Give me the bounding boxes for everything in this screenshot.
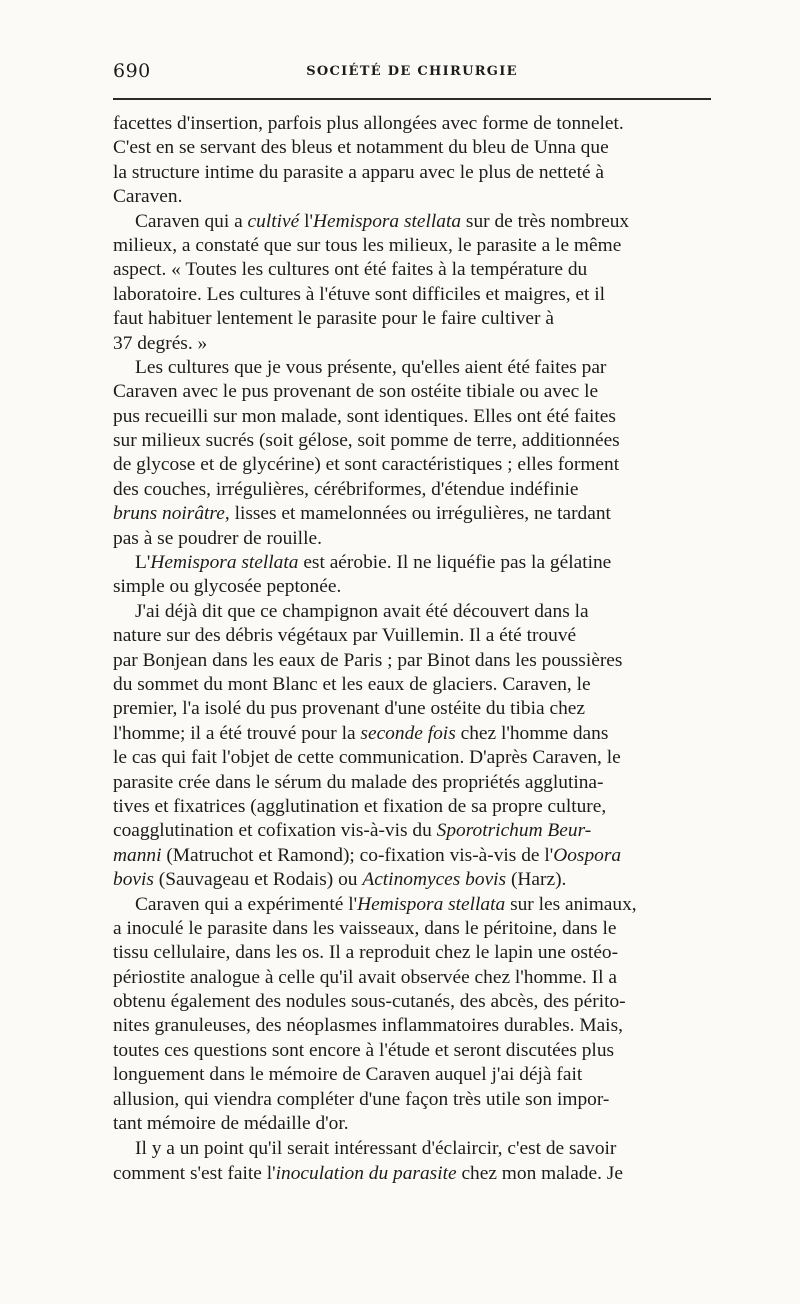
- text-line: pus recueilli sur mon malade, sont identiques. Elles ont été faites: [113, 405, 616, 427]
- text-line: des couches, irrégulières, cérébriformes, d'étendue indéfinie: [113, 478, 579, 500]
- italic-text: inoculation du parasite: [275, 1162, 457, 1184]
- species-name: Hemispora stellata: [150, 552, 299, 574]
- text-line: milieux, a constaté que sur tous les milieux, le parasite a le même: [113, 234, 622, 256]
- text-line: nites granuleuses, des néoplasmes inflammatoires durables. Mais,: [113, 1015, 623, 1037]
- text-line: bovis (Sauvageau et Rodais) ou Actinomyces bovis (Harz).: [113, 869, 567, 891]
- text-line: du sommet du mont Blanc et les eaux de glaciers. Caraven, le: [113, 673, 591, 695]
- text-line: faut habituer lentement le parasite pour le faire cultiver à: [113, 308, 554, 330]
- text-line: laboratoire. Les cultures à l'étuve sont difficiles et maigres, et il: [113, 283, 606, 305]
- running-head: SOCIÉTÉ DE CHIRURGIE: [306, 64, 518, 79]
- text-line: Caraven.: [113, 186, 183, 208]
- species-name: Actinomyces bovis: [362, 869, 507, 891]
- text-line: Caraven avec le pus provenant de son ostéite tibiale ou avec le: [113, 381, 599, 403]
- text-line: C'est en se servant des bleus et notamment du bleu de Unna que: [113, 137, 609, 159]
- text-line: l'homme; il a été trouvé pour la seconde fois chez l'homme dans: [113, 722, 609, 744]
- paragraph-start-line: L'Hemispora stellata est aérobie. Il ne liquéfie pas la gélatine: [135, 552, 612, 574]
- text-line: nature sur des débris végétaux par Vuillemin. Il a été trouvé: [113, 625, 577, 647]
- text-line: a inoculé le parasite dans les vaisseaux, dans le péritoine, dans le: [113, 917, 617, 939]
- species-name: Sporotrichum Beur-: [436, 820, 592, 842]
- text-line: obtenu également des nodules sous-cutanés, des abcès, des périto-: [113, 991, 626, 1013]
- paragraph-start-line: Caraven qui a expérimenté l'Hemispora stellata sur les animaux,: [135, 893, 637, 915]
- body-text: [113, 112, 711, 1186]
- text-line: facettes d'insertion, parfois plus allongées avec forme de tonnelet.: [113, 113, 624, 134]
- text-line: aspect. « Toutes les cultures ont été faites à la température du: [113, 259, 588, 281]
- text-line: bruns noirâtre, lisses et mamelonnées ou irrégulières, ne tardant: [113, 503, 611, 525]
- text-line: parasite crée dans le sérum du malade des propriétés agglutina-: [113, 771, 604, 793]
- text-line: sur milieux sucrés (soit gélose, soit pomme de terre, additionnées: [113, 430, 620, 452]
- text-line: toutes ces questions sont encore à l'étude et seront discutées plus: [113, 1039, 615, 1061]
- text-line: tissu cellulaire, dans les os. Il a reproduit chez le lapin une ostéo-: [113, 942, 619, 964]
- text-line: 37 degrés. »: [113, 332, 208, 354]
- text-line: par Bonjean dans les eaux de Paris ; par Binot dans les poussières: [113, 649, 623, 671]
- text-line: la structure intime du parasite a apparu avec le plus de netteté à: [113, 161, 605, 183]
- page-number: 690: [113, 60, 151, 82]
- species-name: bovis: [113, 869, 154, 891]
- paragraph-start-line: Il y a un point qu'il serait intéressant d'éclaircir, c'est de savoir: [135, 1138, 617, 1160]
- species-name: Hemispora stellata: [312, 210, 462, 232]
- species-name: Oospora: [553, 844, 622, 866]
- paragraph-start-line: Les cultures que je vous présente, qu'elles aient été faites par: [135, 356, 607, 378]
- page-header: [113, 58, 711, 88]
- text-line: premier, l'a isolé du pus provenant d'une ostéite du tibia chez: [113, 698, 585, 720]
- header-rule: [113, 98, 711, 100]
- text-line: tives et fixatrices (agglutination et fixation de sa propre culture,: [113, 795, 607, 817]
- text-line: de glycose et de glycérine) et sont caractéristiques ; elles forment: [113, 454, 620, 476]
- text-line: simple ou glycosée peptonée.: [113, 576, 342, 598]
- text-line: tant mémoire de médaille d'or.: [113, 1113, 349, 1135]
- italic-text: seconde fois: [360, 722, 456, 744]
- text-line: coagglutination et cofixation vis-à-vis du Sporotrichum Beur-: [113, 820, 592, 842]
- italic-text: bruns noirâtre: [113, 503, 225, 525]
- text-line: comment s'est faite l'inoculation du parasite chez mon malade. Je: [113, 1162, 623, 1184]
- text-line: le cas qui fait l'objet de cette communication. D'après Caraven, le: [113, 747, 621, 769]
- paragraph-start-line: J'ai déjà dit que ce champignon avait été découvert dans la: [135, 600, 589, 622]
- species-name: manni: [113, 844, 162, 866]
- text-line: longuement dans le mémoire de Caraven auquel j'ai déjà fait: [113, 1064, 583, 1086]
- italic-text: cultivé: [247, 210, 300, 232]
- text-line: manni (Matruchot et Ramond); co-fixation vis-à-vis de l'Oospora: [113, 844, 622, 866]
- text-line: allusion, qui viendra compléter d'une façon très utile son impor-: [113, 1088, 610, 1110]
- text-line: pas à se poudrer de rouille.: [113, 527, 322, 549]
- text-line: périostite analogue à celle qu'il avait observée chez l'homme. Il a: [113, 966, 617, 988]
- species-name: Hemispora stellata: [357, 893, 506, 915]
- paragraph-start-line: Caraven qui a cultivé l'Hemispora stellata sur de très nombreux: [135, 210, 630, 232]
